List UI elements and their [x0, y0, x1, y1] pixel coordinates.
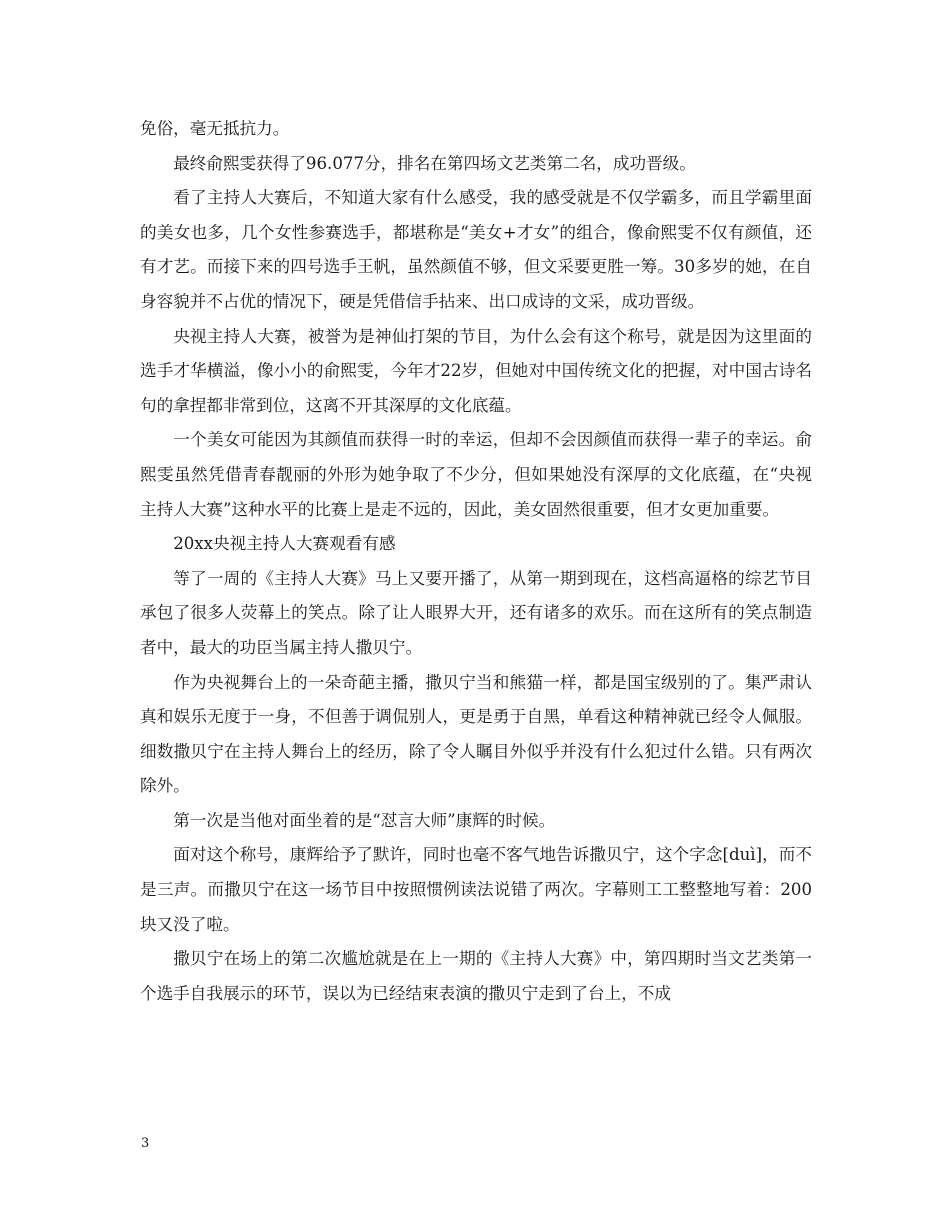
paragraph-talent: 一个美女可能因为其颜值而获得一时的幸运，但却不会因颜值而获得一辈子的幸运。俞熙雯虽然凭借青春靓丽的外形为她争取了不少分，但如果她没有深厚的文化底蕴，在“央视主持人大赛”这种水平的比赛上是走不远的，因此，美女固然很重要，但才女更加重要。: [140, 430, 812, 519]
paragraph-continuation: 免俗，毫无抵抗力。: [140, 119, 290, 138]
paragraph-kang-hui: 面对这个称号，康辉给予了默许，同时也毫不客气地告诉撒贝宁，这个字念[duì]，而不是三声。而撒贝宁在这一场节目中按照惯例读法说错了两次。字幕则工工整整地写着：200块又没了啦。: [140, 845, 812, 934]
document-body: [140, 112, 812, 1011]
paragraph-host-intro: 等了一周的《主持人大赛》马上又要开播了，从第一期到现在，这档高逼格的综艺节目承包了很多人荧幕上的笑点。除了让人眼界大开，还有诸多的欢乐。而在这所有的笑点制造者中，最大的功臣当属主持人撒贝宁。: [140, 568, 812, 657]
section-heading: 20xx央视主持人大赛观看有感: [173, 534, 396, 554]
paragraph-score: 最终俞熙雯获得了96.077分，排名在第四场文艺类第二名，成功晋级。: [173, 153, 696, 173]
paragraph-second-time: 撒贝宁在场上的第二次尴尬就是在上一期的《主持人大赛》中，第四期时当文艺类第一个选手自我展示的环节，误以为已经结束表演的撒贝宁走到了台上，不成: [140, 949, 812, 1003]
paragraph-impressions: 看了主持人大赛后，不知道大家有什么感受，我的感受就是不仅学霸多，而且学霸里面的美女也多，几个女性参赛选手，都堪称是“美女+才女”的组合，像俞熙雯不仅有颜值，还有才艺。而接下来的四号选手王帆，虽然颜值不够，但文采要更胜一筹。30多岁的她，在自身容貌并不占优的情况下，硬是凭借信手拈来、出口成诗的文采，成功晋级。: [140, 188, 812, 311]
paragraph-sa-beining: 作为央视舞台上的一朵奇葩主播，撒贝宁当和熊猫一样，都是国宝级别的了。集严肃认真和娱乐无度于一身，不但善于调侃别人，更是勇于自黑，单看这种精神就已经令人佩服。细数撒贝宁在主持人舞台上的经历，除了令人瞩目外似乎并没有什么犯过什么错。只有两次除外。: [140, 672, 812, 796]
page-number: 3: [141, 1136, 150, 1151]
paragraph-first-time: 第一次是当他对面坐着的是“怼言大师”康辉的时候。: [173, 810, 556, 830]
paragraph-competition: 央视主持人大赛，被誉为是神仙打架的节目，为什么会有这个称号，就是因为这里面的选手才华横溢，像小小的俞熙雯，今年才22岁，但她对中国传统文化的把握，对中国古诗名句的拿捏都非常到位，这离不开其深厚的文化底蕴。: [140, 326, 812, 415]
